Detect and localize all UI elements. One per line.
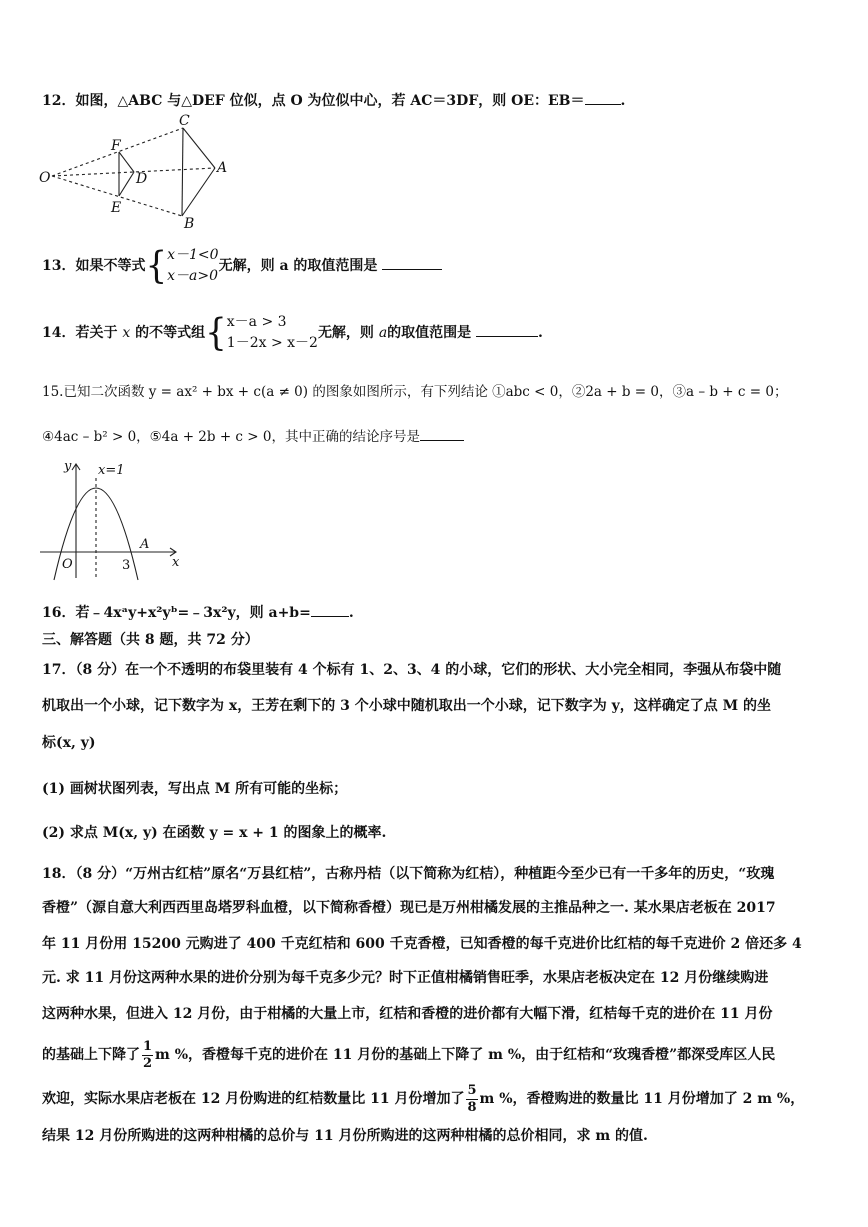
q18-line5: 这两种水果，但进入 12 月份，由于柑橘的大量上市，红桔和香橙的进价都有大幅下滑，红桔每千克的进价在 11 月份 — [42, 1006, 773, 1022]
q18-line6b: m %，香橙每千克的进价在 11 月份的基础上下降了 m %，由于红桔和“玫瑰香橙”都深受库区人民 — [155, 1047, 776, 1063]
q15-line2: ④4ac – b² > 0，⑤4a + 2b + c > 0，其中正确的结论序号是 — [42, 429, 420, 445]
q17-part2: (2) 求点 M(x, y) 在函数 y = x + 1 的图象上的概率. — [42, 825, 387, 841]
q18-line4: 元. 求 11 月份这两种水果的进价分别为每千克多少元？时下正值柑橘销售旺季，水果店老板决定在 12 月份继续购进 — [42, 970, 769, 986]
q18-line3: 年 11 月份用 15200 元购进了 400 千克红桔和 600 千克香橙，已知香橙的每千克进价比红桔的每千克进价 2 倍还多 4 — [42, 936, 802, 952]
q13-suffix: 无解，则 a 的取值范围是 — [218, 258, 378, 274]
q18-line7a: 欢迎，实际水果店老板在 12 月份购进的红桔数量比 11 月份增加了 — [42, 1091, 465, 1107]
label-B: B — [184, 216, 195, 232]
q14-var2: a — [378, 325, 388, 341]
q15-graph — [36, 458, 196, 584]
question-16 — [42, 602, 354, 623]
q12-end: . — [620, 93, 626, 109]
question-14 — [42, 310, 543, 356]
q18-frac2 — [466, 1083, 477, 1116]
label-C: C — [179, 113, 190, 129]
q13-blank — [382, 255, 442, 270]
q18-line6a: 的基础上下降了 — [42, 1047, 140, 1063]
q14-prefix: 14．若关于 — [42, 325, 118, 341]
label-O: O — [39, 170, 51, 186]
label-E: E — [111, 200, 122, 216]
label-A: A — [217, 160, 228, 176]
q16-blank — [311, 602, 349, 617]
q17-line3: 标(x, y) — [42, 735, 96, 751]
q12-figure — [30, 112, 240, 232]
q13-line1: x－1<0 — [167, 247, 219, 263]
section-3-heading: 三、解答题（共 8 题，共 72 分） — [42, 632, 259, 648]
q14-mid: 的不等式组 — [135, 325, 206, 341]
q13-line2: x－a>0 — [167, 268, 219, 284]
q13-system — [167, 245, 218, 287]
question-12 — [42, 90, 625, 111]
q18-frac2-den: 8 — [467, 1099, 477, 1115]
q16-end: . — [348, 605, 354, 621]
q18-frac1-num: 1 — [143, 1038, 153, 1054]
graph-3-label: 3 — [122, 558, 131, 573]
q13-prefix: 13．如果不等式 — [42, 258, 146, 274]
q18-frac2-num: 5 — [467, 1082, 477, 1098]
q16-text: 16．若﹣4xᵃy+x²yᵇ=﹣3x²y，则 a+b= — [42, 605, 311, 621]
q14-line2: 1－2x > x－2 — [226, 335, 318, 351]
graph-x-label: x — [172, 555, 180, 570]
q14-suffix2: 的取值范围是 — [387, 325, 472, 341]
q14-line1: x－a > 3 — [226, 314, 287, 330]
q14-blank — [476, 322, 538, 337]
q18-frac1 — [142, 1039, 153, 1072]
q18-line2: 香橙”（源自意大利西西里岛塔罗科血橙，以下简称香橙）现已是万州柑橘发展的主推品种之一. 某水果店老板在 2017 — [42, 900, 776, 916]
q14-suffix1: 无解，则 — [317, 325, 374, 341]
q18-line1: 18．（8 分）“万州古红桔”原名“万县红桔”，古称丹桔（以下简称为红桔），种植距今至少已有一千多年的历史，“玫瑰 — [42, 866, 775, 882]
q18-line7b: m %，香橙购进的数量比 11 月份增加了 2 m %， — [479, 1091, 805, 1107]
label-F: F — [111, 138, 121, 154]
q18-line7 — [42, 1080, 804, 1118]
q17-line1: 17．（8 分）在一个不透明的布袋里装有 4 个标有 1、2、3、4 的小球，它们的形状、大小完全相同，李强从布袋中随 — [42, 662, 782, 678]
q18-frac1-den: 2 — [143, 1055, 153, 1071]
question-13 — [42, 244, 442, 288]
q14-var: x — [122, 325, 131, 341]
q14-system — [227, 312, 318, 354]
q17-part1: (1) 画树状图列表，写出点 M 所有可能的坐标； — [42, 781, 348, 797]
q12-blank — [585, 90, 621, 105]
label-D: D — [136, 171, 148, 187]
q13-brace: { — [145, 244, 168, 288]
q15-blank — [420, 426, 464, 441]
graph-O-label: O — [62, 557, 73, 572]
q14-brace: { — [205, 311, 227, 355]
graph-y-label: y — [64, 459, 72, 474]
q18-line8: 结果 12 月份所购进的这两种柑橘的总价与 11 月份所购进的这两种柑橘的总价相同，求 m 的值. — [42, 1128, 648, 1144]
q14-end: . — [538, 325, 543, 341]
q15-line1: 15.已知二次函数 y = ax² + bx + c(a ≠ 0) 的图象如图所示，有下列结论 ①abc < 0，②2a + b = 0，③a – b + c = 0； — [42, 384, 788, 400]
q17-line2: 机取出一个小球，记下数字为 x，王芳在剩下的 3 个小球中随机取出一个小球，记下数字为 y，这样确定了点 M 的坐 — [42, 698, 771, 714]
q15-line2-row — [42, 426, 464, 447]
graph-A-label: A — [140, 537, 150, 552]
q12-text: 12．如图，△ABC 与△DEF 位似，点 O 为位似中心，若 AC＝3DF，则 OE：EB＝ — [42, 93, 585, 109]
q18-line6 — [42, 1036, 775, 1074]
graph-axis-label: x=1 — [98, 463, 125, 478]
